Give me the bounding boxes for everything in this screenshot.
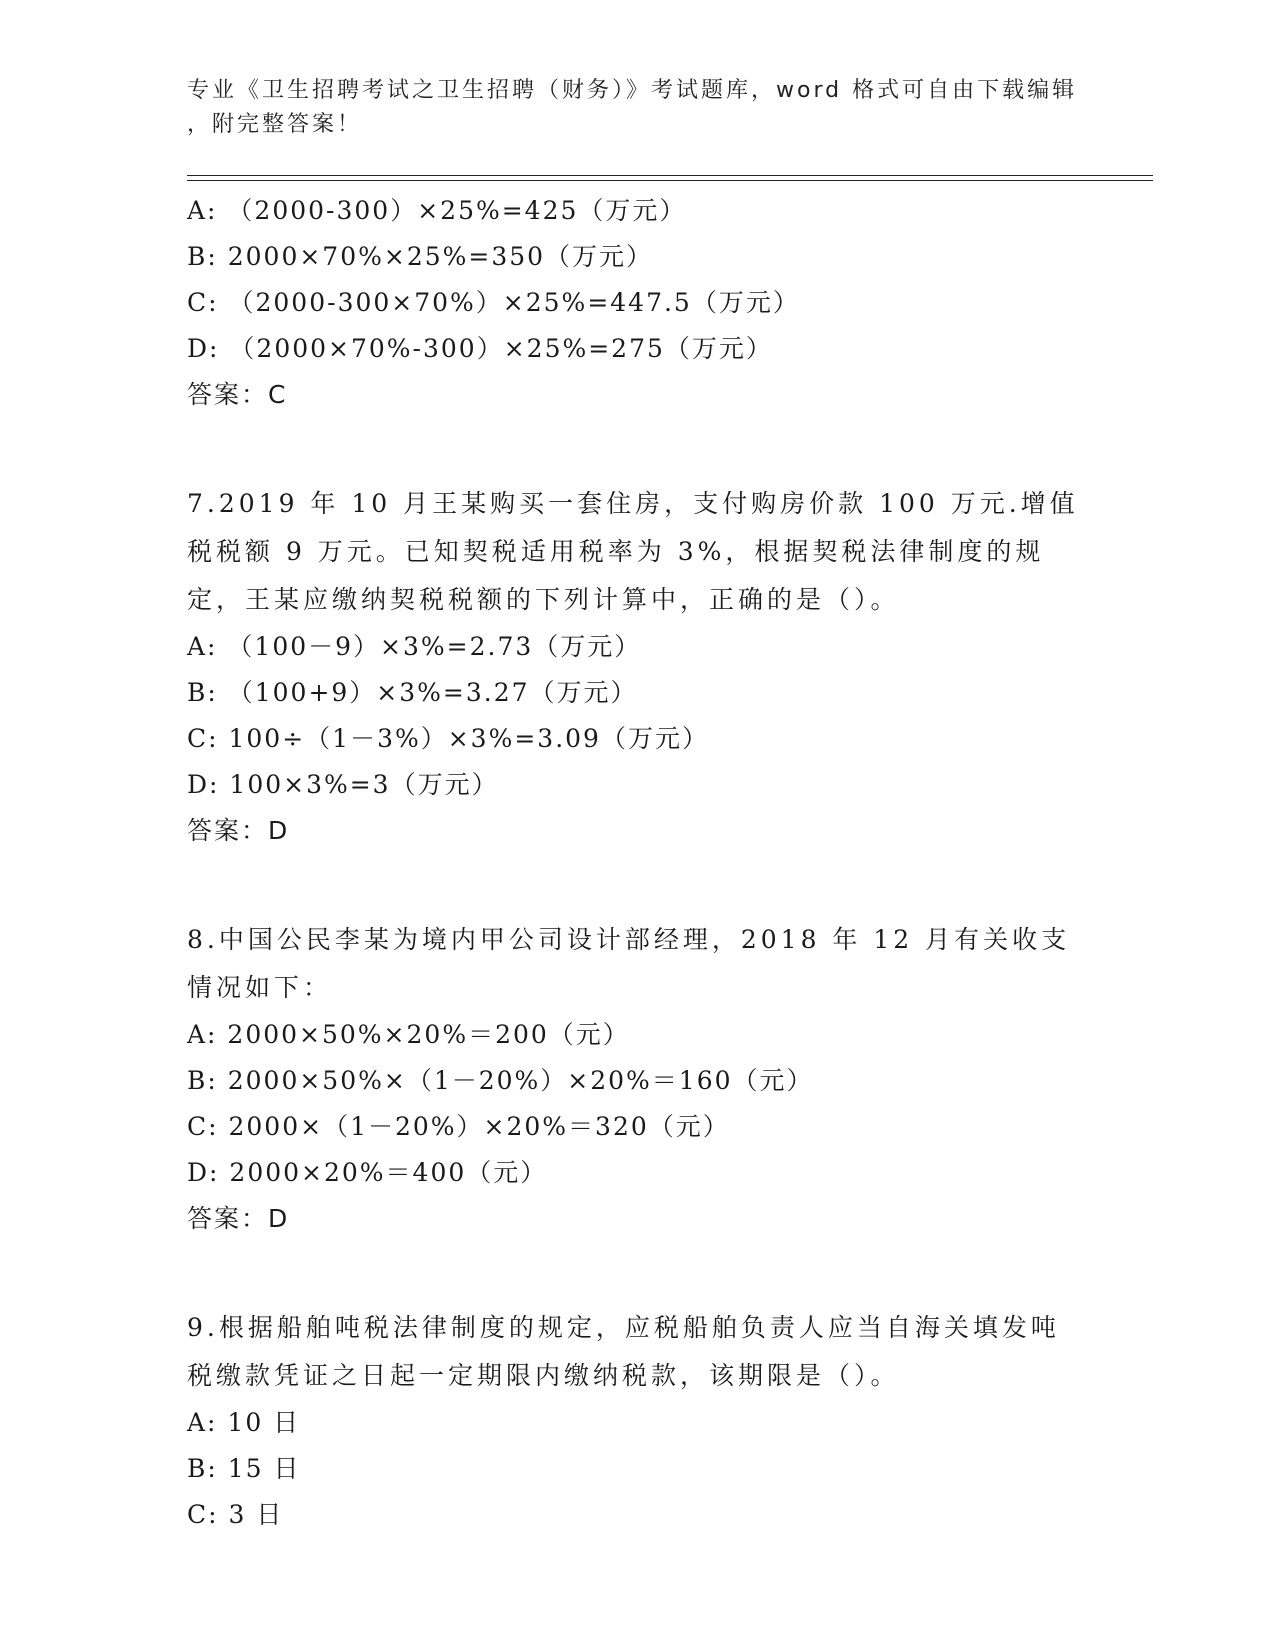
spacer (187, 854, 1087, 916)
question-7 (187, 480, 1087, 854)
option-a: A: （100－9）×3%=2.73（万元） (187, 632, 642, 661)
option-c: C: 2000×（1－20%）×20%＝320（元） (187, 1112, 730, 1141)
question-stem: 7.2019 年 10 月王某购买一套住房，支付购房价款 100 万元.增值税税额 9 万元。已知契税适用税率为 3%，根据契税法律制度的规定，王某应缴纳契税税额的下列计算中，正确的是（）。 (187, 489, 1079, 614)
option-a: A: （2000-300）×25%=425（万元） (187, 196, 687, 225)
spacer (187, 418, 1087, 480)
option-b: B: （100+9）×3%=3.27（万元） (187, 678, 638, 707)
option-b: B: 2000×50%×（1－20%）×20%＝160（元） (187, 1066, 814, 1095)
option-b: B: 2000×70%×25%=350（万元） (187, 242, 654, 271)
question-6 (187, 188, 1087, 418)
option-d: D: （2000×70%-300）×25%=275（万元） (187, 334, 773, 363)
option-a: A: 2000×50%×20%＝200（元） (187, 1020, 630, 1049)
question-9 (187, 1304, 1087, 1538)
answer: 答案：C (187, 380, 288, 409)
answer: 答案：D (187, 1204, 290, 1233)
option-c: C: 100÷（1－3%）×3%=3.09（万元） (187, 724, 709, 753)
option-a: A: 10 日 (187, 1408, 301, 1437)
question-8 (187, 916, 1087, 1242)
option-d: D: 2000×20%＝400（元） (187, 1158, 548, 1187)
option-c: C: （2000-300×70%）×25%=447.5（万元） (187, 288, 800, 317)
option-b: B: 15 日 (187, 1454, 301, 1483)
header-divider-bottom (187, 180, 1153, 181)
document-body (187, 188, 1087, 1538)
document-header (187, 74, 1087, 142)
answer: 答案：D (187, 816, 290, 845)
question-stem: 9.根据船舶吨税法律制度的规定，应税船舶负责人应当自海关填发吨税缴款凭证之日起一定期限内缴纳税款，该期限是（）。 (187, 1313, 1060, 1390)
header-line-2: ，附完整答案！ (187, 112, 363, 137)
question-stem: 8.中国公民李某为境内甲公司设计部经理，2018 年 12 月有关收支情况如下： (187, 925, 1071, 1002)
header-divider-top (187, 175, 1153, 176)
option-d: D: 100×3%=3（万元） (187, 770, 499, 799)
spacer (187, 1242, 1087, 1304)
option-c: C: 3 日 (187, 1500, 284, 1529)
header-line-1: 专业《卫生招聘考试之卫生招聘（财务）》考试题库，word 格式可自由下载编辑 (187, 78, 1078, 103)
